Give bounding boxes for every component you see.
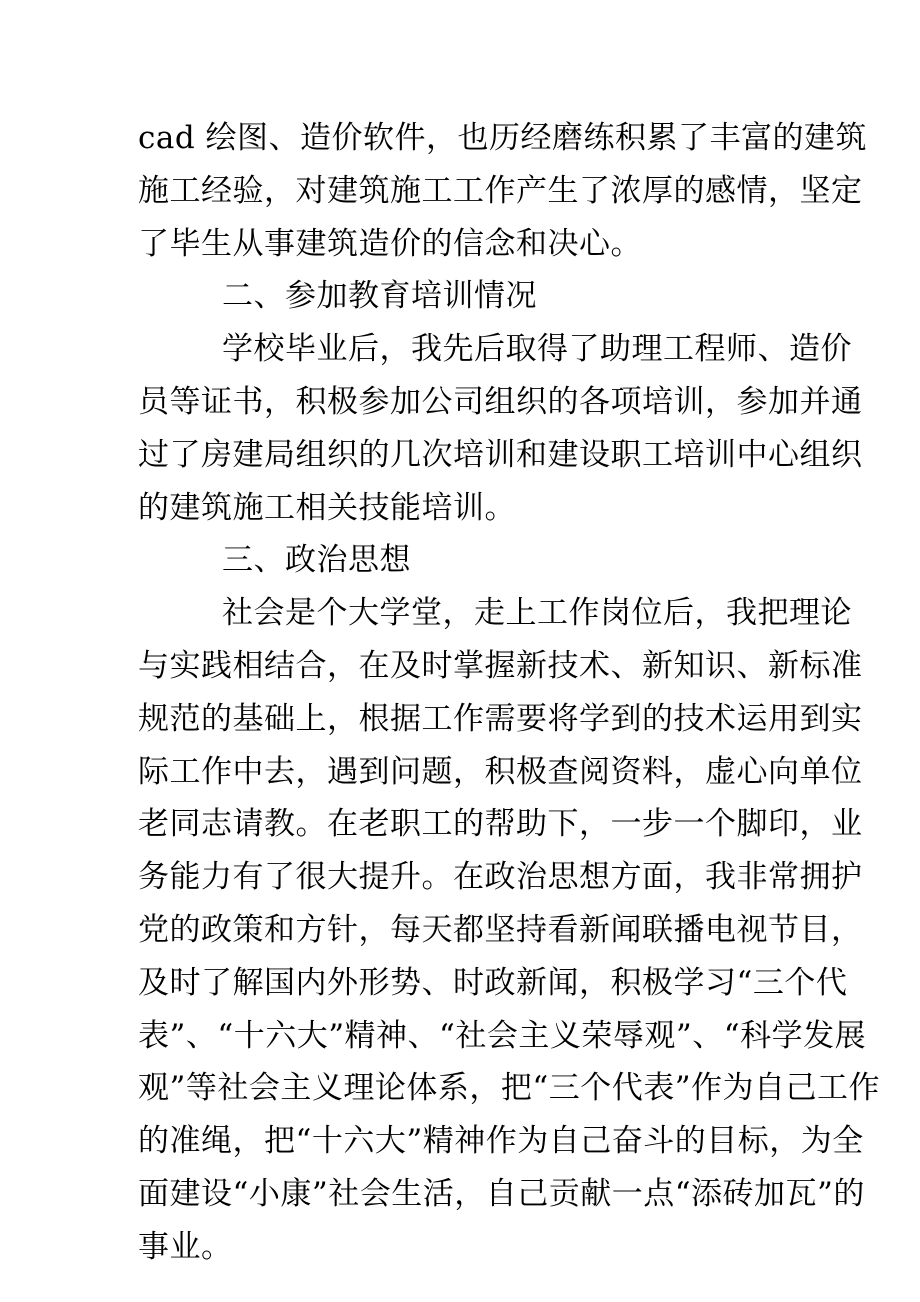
text-line: 的准绳，把“十六大”精神作为自己奋斗的目标，为全 [138, 1123, 864, 1160]
section-heading-politics: 三、政治思想 [222, 542, 411, 579]
text-line: 表”、“十六大”精神、“社会主义荣辱观”、“科学发展 [138, 1017, 867, 1054]
section-heading-training: 二、参加教育培训情况 [222, 278, 537, 315]
text-line: 事业。 [138, 1228, 233, 1265]
text-line: 面建设“小康”社会生活，自己贡献一点“添砖加瓦”的 [138, 1175, 865, 1212]
text-line: 观”等社会主义理论体系，把“三个代表”作为自己工作 [138, 1070, 881, 1107]
text-line: cad 绘图、造价软件，也历经磨练积累了丰富的建筑 [138, 120, 868, 156]
text-line: 了毕生从事建筑造价的信念和决心。 [138, 225, 642, 262]
text-line: 过了房建局组织的几次培训和建设职工培训中心组织 [138, 436, 863, 473]
text-line: 规范的基础上，根据工作需要将学到的技术运用到实 [138, 700, 863, 737]
text-line: 及时了解国内外形势、时政新闻，积极学习“三个代 [138, 964, 848, 1001]
text-line: 与实践相结合，在及时掌握新技术、新知识、新标准 [138, 647, 863, 684]
text-line: 务能力有了很大提升。在政治思想方面，我非常拥护 [138, 859, 863, 896]
text-line: 施工经验，对建筑施工工作产生了浓厚的感情，坚定 [138, 172, 863, 209]
text-line: 老同志请教。在老职工的帮助下，一步一个脚印，业 [138, 806, 863, 843]
text-line: 际工作中去，遇到问题，积极查阅资料，虚心向单位 [138, 753, 863, 790]
paragraph-first-line: 学校毕业后，我先后取得了助理工程师、造价 [222, 331, 852, 368]
document-body [138, 112, 881, 1274]
text-line: 员等证书，积极参加公司组织的各项培训，参加并通 [138, 383, 863, 420]
text-line: 党的政策和方针，每天都坚持看新闻联播电视节目， [138, 911, 863, 948]
text-line: 的建筑施工相关技能培训。 [138, 489, 516, 526]
paragraph-first-line: 社会是个大学堂，走上工作岗位后，我把理论 [222, 595, 852, 632]
